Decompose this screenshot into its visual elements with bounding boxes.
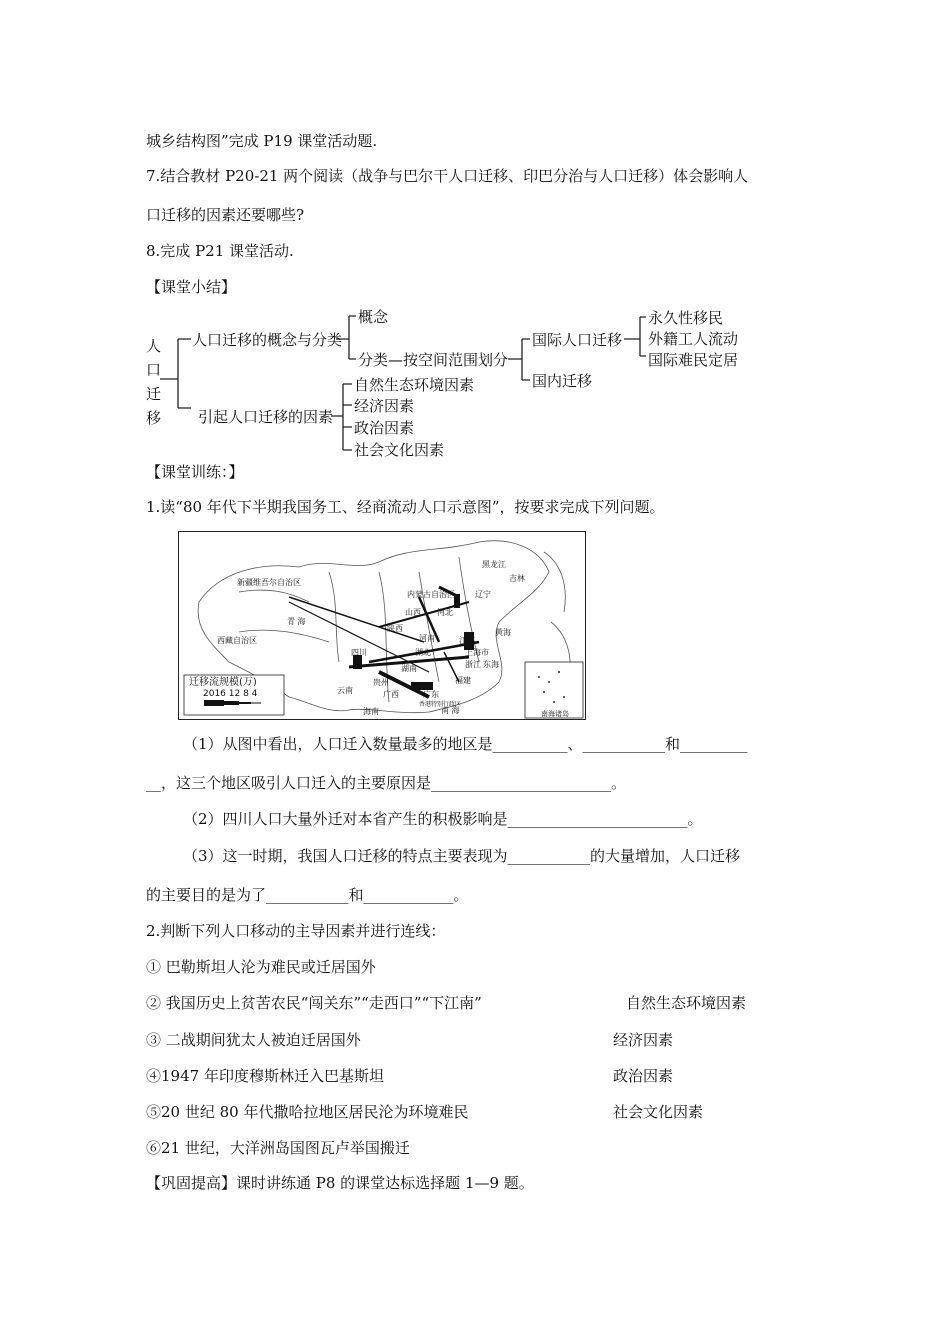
map-label: 黄海 <box>495 628 511 637</box>
factor-node: 社会文化因素 <box>354 441 445 459</box>
map-label: 贵州 <box>373 678 389 687</box>
map-label: 广东 <box>423 690 439 699</box>
match-factor: 经济因素 <box>613 1031 674 1049</box>
map-label: 湖北 <box>415 648 431 657</box>
question-1-3-cont: 的主要目的是为了___________和____________。 <box>146 886 469 904</box>
map-legend-title: 迁移流规模(万) <box>189 677 257 688</box>
map-label: 浙江 <box>465 660 481 669</box>
map-label: 上海市 <box>465 648 489 657</box>
question-1-3: （3）这一时期，我国人口迁移的特点主要表现为___________的大量增加，人口迁移 <box>183 847 741 865</box>
root-char: 移 <box>146 409 162 427</box>
factor-node: 经济因素 <box>354 397 415 415</box>
map-label: 南 海 <box>441 706 460 715</box>
map-label: 新疆维吾尔自治区 <box>237 578 301 587</box>
question-7-cont: 口迁移的因素还要哪些? <box>146 206 305 224</box>
match-item: ④1947 年印度穆斯林迁入巴基斯坦 <box>146 1067 384 1085</box>
summary-root <box>146 334 162 430</box>
branch-concept-classify: 人口迁移的概念与分类 <box>192 331 343 349</box>
map-label: 南海诸岛 <box>541 710 569 718</box>
intl-type: 外籍工人流动 <box>648 330 739 348</box>
node-international: 国际人口迁移 <box>532 331 623 349</box>
map-label: 吉林 <box>509 574 525 583</box>
map-label: 江苏 <box>459 636 475 645</box>
match-factor: 自然生态环境因素 <box>626 994 747 1012</box>
map-label: 海南 <box>363 707 379 716</box>
map-label: 香港特别行政区 <box>419 701 462 708</box>
map-label: 广西 <box>383 690 399 699</box>
map-label: 青 海 <box>287 617 306 626</box>
question-1-1: （1）从图中看出，人口迁入数量最多的地区是__________、___________和_________ <box>183 735 748 753</box>
map-label: 河北 <box>437 608 453 617</box>
intl-type: 永久性移民 <box>648 309 724 327</box>
match-item: ② 我国历史上贫苦农民“闯关东”“走西口”“下江南” <box>146 994 482 1012</box>
map-label: 东海 <box>483 660 499 669</box>
training-heading: 【课堂训练：】 <box>146 463 244 481</box>
map-label: 云南 <box>337 686 353 695</box>
map-label: 内蒙古自治区 <box>407 590 455 599</box>
map-label: 陕西 <box>387 624 403 633</box>
node-domestic: 国内迁移 <box>532 372 593 390</box>
question-8: 8.完成 P21 课堂活动. <box>146 242 294 260</box>
map-label: 黑龙江 <box>482 560 506 569</box>
match-item: ① 巴勒斯坦人沦为难民或迁居国外 <box>146 958 376 976</box>
question-1-1-cont: __，这三个地区吸引人口迁入的主要原因是________________________。 <box>146 774 627 792</box>
question-1: 1.读“80 年代下半期我国务工、经商流动人口示意图”，按要求完成下列问题。 <box>146 498 665 516</box>
consolidate-text: 【巩固提高】课时讲练通 P8 的课堂达标选择题 1—9 题。 <box>146 1174 534 1192</box>
map-label: 山西 <box>405 608 421 617</box>
branch-factors: 引起人口迁移的因素 <box>198 408 334 426</box>
question-1-2: （2）四川人口大量外迁对本省产生的积极影响是________________________。 <box>183 810 703 828</box>
summary-diagram <box>146 304 786 464</box>
intl-type: 国际难民定居 <box>648 351 739 369</box>
map-label: 西藏自治区 <box>217 636 257 645</box>
migration-map <box>178 531 586 720</box>
map-label: 河南 <box>419 634 435 643</box>
map-label: 福建 <box>455 676 471 685</box>
root-char: 迁 <box>146 385 162 403</box>
question-2: 2.判断下列人口移动的主导因素并进行连线： <box>146 922 446 940</box>
map-label: 四川 <box>351 648 367 657</box>
match-item: ⑤20 世纪 80 年代撒哈拉地区居民沦为环境难民 <box>146 1103 469 1121</box>
map-label: 湖南 <box>401 664 417 673</box>
map-legend-scale: 2016 12 8 4 <box>203 689 258 699</box>
intro-line: 城乡结构图”完成 P19 课堂活动题. <box>146 132 378 150</box>
node-classify: 分类—按空间范围划分 <box>358 351 509 369</box>
factor-node: 自然生态环境因素 <box>354 376 475 394</box>
factor-node: 政治因素 <box>354 419 415 437</box>
match-item: ③ 二战期间犹太人被迫迁居国外 <box>146 1031 361 1049</box>
question-7: 7.结合教材 P20-21 两个阅读（战争与巴尔干人口迁移、印巴分治与人口迁移）体会影响人 <box>146 167 749 185</box>
match-factor: 政治因素 <box>613 1067 674 1085</box>
node-concept: 概念 <box>358 308 389 326</box>
match-item: ⑥21 世纪，大洋洲岛国图瓦卢举国搬迁 <box>146 1139 410 1157</box>
match-factor: 社会文化因素 <box>613 1103 704 1121</box>
summary-heading: 【课堂小结】 <box>146 278 237 296</box>
root-char: 口 <box>146 361 162 379</box>
map-label: 辽宁 <box>475 590 491 599</box>
root-char: 人 <box>146 337 162 355</box>
